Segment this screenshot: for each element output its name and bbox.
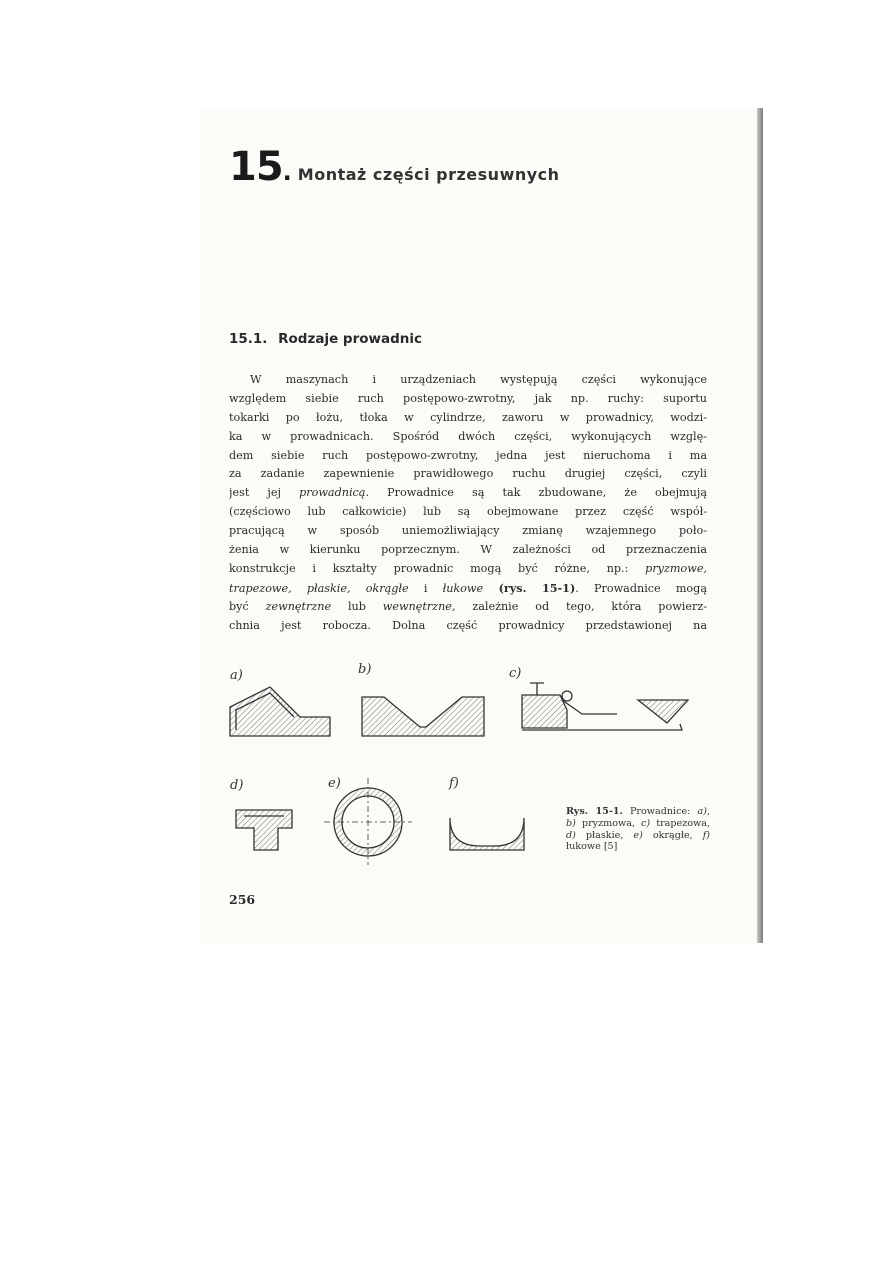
text-line: tokarki po łożu, tłoka w cylindrze, zaworu w prowadnicy, wodzi-	[229, 410, 707, 424]
text-run: . Prowadnice mogą	[575, 581, 707, 595]
section-title: Rodzaje prowadnic	[278, 331, 423, 347]
caption-label: c)	[641, 817, 651, 829]
caption-label: d)	[566, 829, 576, 841]
text-line: dem siebie ruch postępowo-zwrotny, jedna jest nieruchoma i ma	[229, 448, 707, 462]
guide-b-drawing	[362, 697, 484, 736]
body-paragraph	[229, 371, 707, 635]
term-pryzmowe: pryzmowe,	[645, 561, 707, 575]
text-run: zależnie od tego, która powierz-	[455, 599, 707, 613]
text-line: względem siebie ruch postępowo-zwrotny, jak np. ruchy: suportu	[229, 391, 707, 405]
term-list: trapezowe, płaskie, okrągłe	[229, 581, 409, 595]
text-line	[229, 560, 707, 579]
figure-label-a: a)	[230, 668, 243, 683]
caption-text: płaskie,	[575, 829, 634, 841]
caption-label: a), b)	[566, 806, 710, 829]
chapter-number: 15	[229, 144, 283, 190]
term-zewnetrzne: zewnętrzne	[265, 599, 332, 613]
figure-label-e: e)	[328, 776, 341, 791]
guide-c-drawing	[522, 695, 567, 728]
caption-text: łukowe [5]	[566, 841, 618, 853]
caption-text: Prowadnice:	[622, 806, 698, 817]
text-run: lub	[331, 599, 383, 613]
text-line: (częściowo lub całkowicie) lub są obejmowane przez część współ-	[229, 505, 707, 519]
chapter-heading	[229, 144, 560, 190]
text-line	[229, 579, 707, 598]
caption-ref: Rys. 15-1.	[566, 806, 623, 817]
text-line: W maszynach i urządzeniach występują części wykonujące	[250, 373, 707, 386]
section-number: 15.1.	[229, 331, 268, 347]
caption-text: okrągłe,	[642, 829, 703, 841]
text-line	[229, 598, 707, 617]
chapter-title: Montaż części przesuwnych	[297, 165, 560, 184]
guide-a-drawing	[230, 687, 330, 736]
text-line: żenia w kierunku poprzecznym. W zależności od przeznaczenia	[229, 543, 707, 557]
figure-label-c: c)	[509, 666, 522, 681]
term-wewnetrzne: wewnętrzne,	[382, 599, 456, 613]
section-heading	[229, 331, 422, 347]
text-line	[229, 484, 707, 503]
term-prowadnica: prowadnicą	[299, 486, 366, 500]
page-number: 256	[229, 892, 256, 907]
figure-label-b: b)	[358, 662, 372, 677]
text-line: pracującą w sposób uniemożliwiający zmianę wzajemnego poło-	[229, 524, 707, 538]
text-line: za zadanie zapewnienie prawidłowego ruchu drugiej części, czyli	[229, 467, 707, 481]
term-lukowe: łukowe	[442, 581, 484, 595]
figure-caption	[566, 806, 710, 853]
text-run: być	[229, 599, 266, 613]
chapter-dot: .	[282, 158, 292, 186]
caption-label: e)	[633, 829, 643, 841]
figure-label-f: f)	[449, 776, 459, 791]
text-line: chnia jest robocza. Dolna część prowadnicy przedstawionej na	[229, 618, 707, 632]
guide-f-drawing	[450, 818, 524, 850]
text-line: ka w prowadnicach. Spośród dwóch części, wykonujących wzglę-	[229, 429, 707, 443]
figure-label-d: d)	[230, 778, 244, 793]
text-run: jest jej	[229, 486, 300, 500]
text-run: . Prowadnice są tak zbudowane, że obejmują	[365, 486, 707, 500]
caption-text: pryzmowa,	[575, 817, 642, 829]
text-run: konstrukcje i kształty prowadnic mogą być różne, np.:	[229, 561, 646, 575]
caption-text: trapezowa,	[650, 817, 711, 829]
caption-label: f)	[702, 829, 710, 841]
figure-reference: (rys. 15-1)	[483, 580, 576, 595]
text-run: i	[408, 581, 443, 595]
page-edge-shadow	[757, 108, 763, 943]
